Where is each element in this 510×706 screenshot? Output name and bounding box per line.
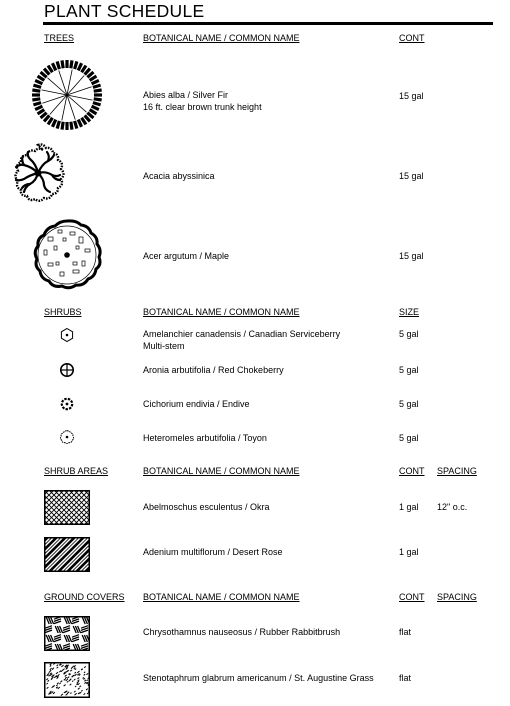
- serviceberry-shrub-symbol: [59, 327, 75, 343]
- shrubs-header: SHRUBS: [44, 307, 82, 317]
- diagonal-pattern-swatch: [44, 537, 90, 572]
- ground-cover-name: Chrysothamnus nauseosus / Rubber Rabbitbrush: [143, 627, 341, 637]
- ground-cover-cont: flat: [399, 627, 412, 637]
- trees-cont-header: CONT: [399, 33, 425, 43]
- ground-covers-spacing-header: SPACING: [437, 592, 477, 602]
- shrub-areas-spacing-header: SPACING: [437, 466, 477, 476]
- shrub-area-cont: 1 gal: [399, 547, 419, 557]
- shrub-note: Multi-stem: [143, 341, 185, 351]
- tree-name: Acacia abyssinica: [143, 171, 215, 181]
- shrub-name: Cichorium endivia / Endive: [143, 399, 250, 409]
- toyon-shrub-symbol: [59, 429, 75, 445]
- shrub-area-cont: 1 gal: [399, 502, 419, 512]
- trees-name-header: BOTANICAL NAME / COMMON NAME: [143, 33, 300, 43]
- shrub-name: Amelanchier canadensis / Canadian Serviceberry: [143, 329, 341, 339]
- shrub-size: 5 gal: [399, 329, 419, 339]
- tree-cont: 15 gal: [399, 171, 424, 181]
- shrub-area-spacing: 12" o.c.: [437, 502, 468, 512]
- silver-fir-tree-symbol: [31, 59, 103, 131]
- shrub-name: Heteromeles arbutifolia / Toyon: [143, 433, 267, 443]
- weave-pattern-swatch: [44, 616, 90, 651]
- endive-shrub-symbol: [59, 396, 75, 412]
- shrub-areas-header: SHRUB AREAS: [44, 466, 109, 476]
- chokeberry-shrub-symbol: [59, 362, 75, 378]
- crosshatch-pattern-swatch: [44, 490, 90, 525]
- ground-cover-cont: flat: [399, 673, 412, 683]
- shrub-area-name: Abelmoschus esculentus / Okra: [143, 502, 270, 512]
- shrub-size: 5 gal: [399, 399, 419, 409]
- shrubs-size-header: SIZE: [399, 307, 420, 317]
- tree-name: Acer argutum / Maple: [143, 251, 230, 261]
- shrub-area-name: Adenium multiflorum / Desert Rose: [143, 547, 283, 557]
- ground-covers-name-header: BOTANICAL NAME / COMMON NAME: [143, 592, 300, 602]
- page-title: PLANT SCHEDULE: [44, 1, 205, 21]
- tree-note: 16 ft. clear brown trunk height: [143, 102, 262, 112]
- speckle-pattern-swatch: [44, 662, 90, 698]
- title-rule: [43, 22, 493, 25]
- tree-cont: 15 gal: [399, 91, 424, 101]
- ground-covers-cont-header: CONT: [399, 592, 425, 602]
- shrub-areas-cont-header: CONT: [399, 466, 425, 476]
- acacia-tree-symbol: [4, 142, 72, 204]
- trees-header: TREES: [44, 33, 75, 43]
- ground-covers-header: GROUND COVERS: [44, 592, 125, 602]
- shrubs-name-header: BOTANICAL NAME / COMMON NAME: [143, 307, 300, 317]
- shrub-areas-name-header: BOTANICAL NAME / COMMON NAME: [143, 466, 300, 476]
- tree-cont: 15 gal: [399, 251, 424, 261]
- shrub-size: 5 gal: [399, 433, 419, 443]
- shrub-name: Aronia arbutifolia / Red Chokeberry: [143, 365, 284, 375]
- maple-tree-symbol: [30, 218, 104, 290]
- ground-cover-name: Stenotaphrum glabrum americanum / St. Augustine Grass: [143, 673, 374, 683]
- shrub-size: 5 gal: [399, 365, 419, 375]
- tree-name: Abies alba / Silver Fir: [143, 90, 229, 100]
